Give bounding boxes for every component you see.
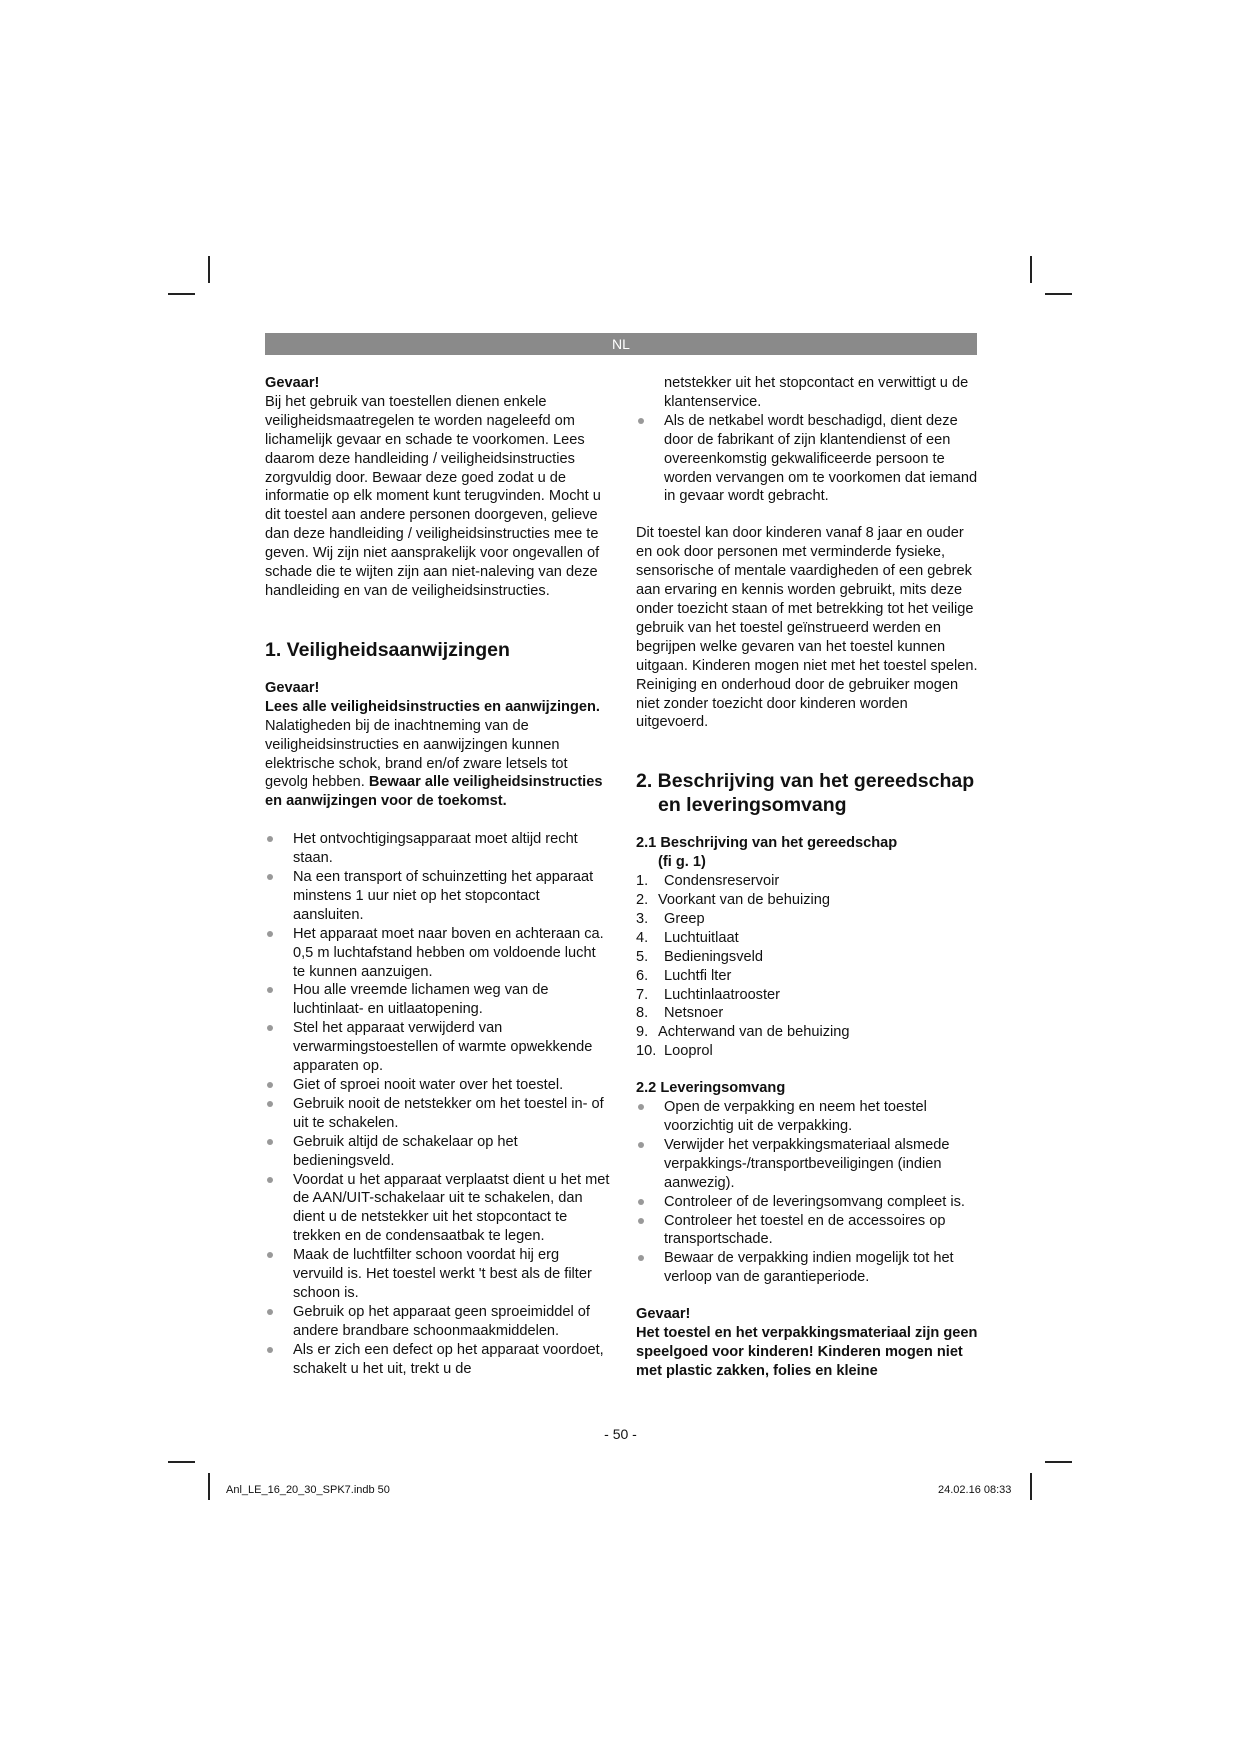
list-item [636, 1042, 981, 1061]
crop-mark [1045, 1461, 1072, 1463]
list-item: Controleer het toestel en de accessoires op transportschade. [636, 1212, 981, 1250]
list-item [636, 1004, 981, 1023]
list-item [636, 929, 981, 948]
footer-timestamp: 24.02.16 08:33 [938, 1484, 1012, 1496]
list-item: Gebruik altijd de schakelaar op het bedieningsveld. [265, 1133, 610, 1171]
item-number: 1. [636, 873, 649, 890]
item-label: Looprol [664, 1043, 713, 1060]
list-item: Giet of sproei nooit water over het toestel. [265, 1076, 610, 1095]
list-item [636, 910, 981, 929]
section-2-heading-line1: 2. Beschrijving van het gereedschap [636, 770, 975, 793]
intro-paragraph: Bij het gebruik van toestellen dienen enkele veiligheidsmaatregelen te worden nageleefd om lichamelijk gevaar en schade te voorkomen. Lees daarom deze handleiding / veiligheidsinstructies zorgvuldig door. Bewaar deze goed zodat u de informatie op elk moment kunt terugvinden. Mocht u dit toestel aan andere personen doorgeven, gelieve dan deze handleiding / veiligheidsinstructies mee te geven. Wij zijn niet aansprakelijk voor ongevallen of schade die te wijten zijn aan niet-naleving van deze handleiding en van de veiligheidsinstructies. [265, 393, 601, 599]
subsection-2-1-line1: 2.1 Beschrijving van het gereedschap [636, 835, 898, 852]
item-label: Luchtfi lter [664, 967, 732, 984]
item-label: Voorkant van de behuizing [658, 892, 831, 909]
warning-bold-text: Lees alle veiligheidsinstructies en aanwijzingen. [265, 698, 600, 715]
warning-paragraph-3: Het toestel en het verpakkingsmateriaal zijn geen speelgoed voor kinderen! Kinderen mogen niet met plastic zakken, folies en kleine [636, 1325, 978, 1379]
list-item: Als de netkabel wordt beschadigd, dient deze door de fabrikant of zijn klantendienst of een overeenkomstig gekwalificeerde persoon te worden vervangen om te voorkomen dat iemand in gevaar wordt gebracht. [636, 412, 981, 507]
warning-title-3: Gevaar! [636, 1306, 691, 1323]
list-item: Het ontvochtigingsapparaat moet altijd recht staan. [265, 830, 610, 868]
crop-mark [1045, 293, 1072, 295]
delivery-bullet-list [636, 1098, 981, 1287]
cable-bullet-list [636, 412, 981, 507]
subsection-2-1-line2: (fi g. 1) [658, 854, 706, 871]
subsection-2-2-heading: 2.2 Leveringsomvang [636, 1080, 786, 1097]
crop-mark [168, 293, 195, 295]
left-column [265, 374, 610, 1379]
item-number: 3. [636, 910, 649, 927]
list-item: Controleer of de leveringsomvang compleet is. [636, 1193, 981, 1212]
item-number: 7. [636, 986, 649, 1003]
right-column [636, 374, 981, 1381]
item-label: Luchtinlaatrooster [664, 986, 781, 1003]
item-label: Achterwand van de behuizing [658, 1024, 850, 1041]
safety-bullet-list [265, 830, 610, 1378]
list-item [636, 1023, 981, 1042]
list-item: Gebruik op het apparaat geen sproeimiddel of andere brandbare schoonmaakmiddelen. [265, 1303, 610, 1341]
parts-list [636, 872, 981, 1061]
item-number: 10. [636, 1043, 657, 1060]
item-label: Bedieningsveld [664, 948, 763, 965]
page-number: - 50 - [604, 1426, 637, 1442]
item-number: 6. [636, 967, 649, 984]
list-item: Stel het apparaat verwijderd van verwarmingstoestellen of warmte opwekkende apparaten op. [265, 1019, 610, 1076]
list-item [636, 986, 981, 1005]
crop-mark [168, 1461, 195, 1463]
continued-paragraph: netstekker uit het stopcontact en verwittigt u de klantenservice. [664, 375, 969, 410]
list-item [636, 948, 981, 967]
list-item: Als er zich een defect op het apparaat voordoet, schakelt u het uit, trekt u de [265, 1341, 610, 1379]
list-item [636, 891, 981, 910]
footer-filename: Anl_LE_16_20_30_SPK7.indb 50 [226, 1484, 390, 1496]
list-item: Maak de luchtfilter schoon voordat hij erg vervuild is. Het toestel werkt 't best als de filter schoon is. [265, 1246, 610, 1303]
list-item: Het apparaat moet naar boven en achteraan ca. 0,5 m luchtafstand hebben om voldoende lucht te kunnen aanzuigen. [265, 925, 610, 982]
children-paragraph: Dit toestel kan door kinderen vanaf 8 jaar en ouder en ook door personen met verminderde fysieke, sensorische of mentale vaardigheden of een gebrek aan ervaring en kennis worden gebruikt, mits deze onder toezicht staan of met betrekking tot het veilige gebruik van het toestel geïnstrueerd werden en begrijpen welke gevaren van het toestel kunnen uitgaan. Kinderen mogen niet met het toestel spelen. Reiniging en onderhoud door de gebruiker mogen niet zonder toezicht door kinderen worden uitgevoerd. [636, 525, 978, 731]
list-item: Bewaar de verpakking indien mogelijk tot het verloop van de garantieperiode. [636, 1249, 981, 1287]
item-number: 2. [636, 892, 649, 909]
list-item: Open de verpakking en neem het toestel voorzichtig uit de verpakking. [636, 1098, 981, 1136]
list-item [636, 967, 981, 986]
language-header-bar: NL [265, 333, 977, 355]
item-number: 4. [636, 929, 649, 946]
warning-bold-text: Bewaar alle veiligheidsinstructies en aanwijzingen voor de toekomst. [265, 774, 603, 810]
section-1-heading: 1. Veiligheidsaanwijzingen [265, 638, 510, 661]
crop-mark [1030, 256, 1032, 283]
section-2-heading-line2: en leveringsomvang [658, 794, 847, 817]
list-item: Voordat u het apparaat verplaatst dient u het met de AAN/UIT-schakelaar uit te schakelen, dan dient u de netstekker uit het stopcontact te trekken en de condensaatbak te legen. [265, 1171, 610, 1247]
list-item: Hou alle vreemde lichamen weg van de luchtinlaat- en uitlaatopening. [265, 981, 610, 1019]
crop-mark [208, 1473, 210, 1500]
item-number: 9. [636, 1024, 649, 1041]
item-label: Netsnoer [664, 1005, 724, 1022]
list-item: Na een transport of schuinzetting het apparaat minstens 1 uur niet op het stopcontact aansluiten. [265, 868, 610, 925]
crop-mark [1030, 1473, 1032, 1500]
subsection-2-1-heading [636, 834, 981, 872]
item-label: Luchtuitlaat [664, 929, 739, 946]
crop-mark [208, 256, 210, 283]
warning-paragraph-2 [265, 698, 610, 811]
item-label: Condensreservoir [664, 873, 780, 890]
list-item: Verwijder het verpakkingsmateriaal alsmede verpakkings-/transportbeveiligingen (indien aanwezig). [636, 1136, 981, 1193]
list-item [636, 872, 981, 891]
item-label: Greep [664, 910, 705, 927]
warning-title-2: Gevaar! [265, 679, 320, 696]
section-2-heading [636, 769, 981, 817]
warning-text: Nalatigheden bij de inachtneming van de veiligheidsinstructies en aanwijzingen kunnen elektrische schok, brand en/of zware letsels tot gevolg hebben. [265, 717, 568, 791]
list-item: Gebruik nooit de netstekker om het toestel in- of uit te schakelen. [265, 1095, 610, 1133]
item-number: 5. [636, 948, 649, 965]
item-number: 8. [636, 1005, 649, 1022]
warning-title: Gevaar! [265, 375, 320, 391]
